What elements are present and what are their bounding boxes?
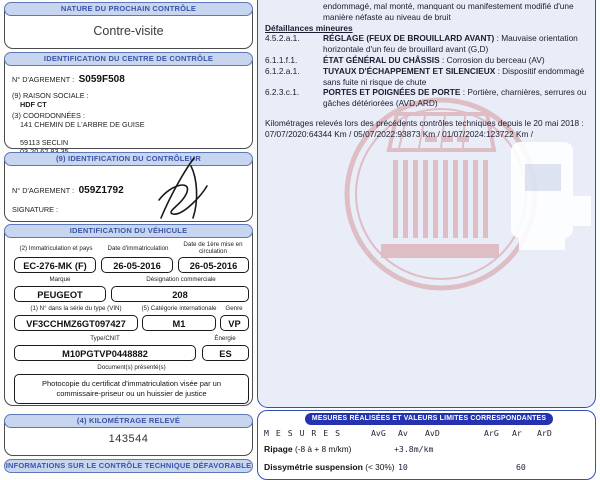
defauts-panel: [257, 0, 596, 408]
mesures-header: MESURES RÉALISÉES ET VALEURS LIMITES CORRESPONDANTES: [305, 413, 553, 425]
genre-label: Genre: [225, 305, 243, 312]
measure-av-value: 10: [398, 462, 408, 472]
documents-label: Document(s) présenté(s): [97, 364, 166, 371]
section-header-informations: INFORMATIONS SUR LE CONTRÔLE TECHNIQUE DÉFAVORABLE: [4, 459, 253, 473]
centre-controle-section: [4, 52, 253, 149]
date-circulation-value: 26-05-2016: [178, 257, 249, 273]
col-ar: Ar: [512, 428, 522, 438]
kilometrage-value: 143544: [108, 433, 149, 445]
type-cnit-label: Type/CNIT: [90, 335, 120, 342]
energie-value: ES: [202, 345, 249, 361]
coordonnees-label: (3) COORDONNÉES :: [12, 111, 85, 120]
kilometrage-section: [4, 414, 253, 456]
centre-agrement-value: S059F508: [78, 74, 125, 85]
designation-value: 208: [111, 286, 249, 302]
defect-code: 4.5.2.a.1.: [265, 33, 300, 44]
marque-label: Marque: [49, 276, 71, 283]
immat-value: EC-276-MK (F): [14, 257, 96, 273]
documents-value: Photocopie du certificat d'immatriculation visée par un commissaire-priseur ou un huissier de justice: [14, 374, 249, 404]
defect-description: : Portière, charnières, serrures ou gâches détériorées (AVD,ARD): [323, 87, 587, 109]
signature-scribble: [147, 156, 217, 222]
date-immat-value: 26-05-2016: [101, 257, 173, 273]
section-header-nature: NATURE DU PROCHAIN CONTRÔLE: [4, 2, 253, 16]
defects-intro-line2: manière néfaste au niveau de bruit: [323, 11, 451, 22]
km-history-line1: Kilométrages relevés lors des précédents contrôles techniques depuis le 20 mai 2018 :: [265, 117, 584, 128]
date-circulation-label: Date de 1ère mise en circulation: [183, 241, 243, 255]
prochain-controle-value: Contre-visite: [93, 24, 164, 38]
col-arg: ArG: [484, 428, 499, 438]
measure-row: [264, 462, 394, 472]
type-cnit-value: M10PGTVP0448882: [14, 345, 196, 361]
energie-label: Énergie: [214, 335, 236, 342]
defect-code: 6.1.1.f.1.: [265, 54, 298, 65]
col-avg: AvG: [371, 428, 386, 438]
defect-category: ÉTAT GÉNÉRAL DU CHÂSSIS: [323, 54, 440, 65]
centre-address-line1: 141 CHEMIN DE L'ARBRE DE GUISE: [20, 120, 145, 129]
controleur-section: [4, 152, 253, 222]
controleur-agrement-label: N° D'AGREMENT :: [12, 186, 75, 195]
measure-name: Ripage: [264, 444, 293, 454]
minor-defects-title: Défaillances mineures: [265, 22, 353, 33]
measure-ar-value: 60: [516, 462, 526, 472]
defect-item: [265, 55, 589, 66]
section-header-controleur: (9) IDENTIFICATION DU CONTRÔLEUR: [4, 152, 253, 166]
measure-limit: (< 30%): [365, 462, 395, 472]
controleur-agrement-value: 059Z1792: [78, 185, 124, 196]
section-header-centre: IDENTIFICATION DU CENTRE DE CONTRÔLE: [4, 52, 253, 66]
vehicule-section: [4, 224, 253, 406]
measure-row: [264, 444, 351, 454]
signature-label: SIGNATURE :: [12, 205, 59, 214]
col-av: Av: [398, 428, 408, 438]
defect-item: [265, 33, 589, 55]
defect-item: [265, 87, 589, 109]
defect-description: : Corrosion du berceau (AV): [441, 54, 545, 65]
defects-intro-line1: endommagé, mal monté, manquant ou manifestement modifié d'une: [323, 1, 574, 11]
section-header-kilometrage: (4) KILOMÉTRAGE RELEVÉ: [4, 414, 253, 428]
categorie-value: M1: [142, 315, 216, 331]
defect-description: : Dispositif endommagé sans fuite ni risque de chute: [323, 65, 585, 87]
defect-item: [265, 66, 589, 88]
vin-value: VF3CCHMZ6GT097427: [14, 315, 138, 331]
defect-code: 6.1.2.a.1.: [265, 65, 300, 76]
col-ard: ArD: [537, 428, 552, 438]
measure-name: Dissymétrie suspension: [264, 462, 363, 472]
genre-value: VP: [220, 315, 249, 331]
col-avd: AvD: [425, 428, 440, 438]
defect-description: : Mauvaise orientation horizontale d'un feu de brouillard avant (G,D): [323, 33, 578, 55]
section-header-vehicule: IDENTIFICATION DU VÉHICULE: [4, 224, 253, 238]
defect-category: TUYAUX D'ÉCHAPPEMENT ET SILENCIEUX: [323, 65, 496, 76]
categorie-label: (5) Catégorie internationale: [141, 305, 217, 312]
designation-label: Désignation commerciale: [146, 276, 216, 283]
informations-section: [4, 459, 253, 475]
km-history-line2: 07/07/2020:64344 Km / 05/07/2022:93873 Km / 01/07/2024:123722 Km /: [265, 128, 534, 139]
date-immat-label: Date d'immatriculation: [107, 245, 169, 252]
marque-value: PEUGEOT: [14, 286, 106, 302]
mesures-column-label: M E S U R E S: [264, 428, 342, 438]
defect-category: PORTES ET POIGNÉES DE PORTE: [323, 87, 461, 98]
measure-av-value: +3.8m/km: [394, 444, 434, 454]
immat-label: (2) Immatriculation et pays: [19, 245, 93, 252]
centre-address-line2: 59113 SECLIN: [20, 138, 69, 147]
raison-sociale-value: HDF CT: [20, 100, 47, 109]
vin-label: (1) N° dans la série du type (VIN): [30, 305, 122, 312]
nature-prochain-controle-section: [4, 2, 253, 49]
measure-limit: (-8 à + 8 m/km): [294, 444, 352, 454]
defect-category: RÉGLAGE (FEUX DE BROUILLARD AVANT): [323, 33, 495, 44]
centre-agrement-label: N° D'AGREMENT :: [12, 75, 75, 84]
raison-sociale-label: (9) RAISON SOCIALE :: [12, 91, 89, 100]
defect-code: 6.2.3.c.1.: [265, 87, 300, 98]
